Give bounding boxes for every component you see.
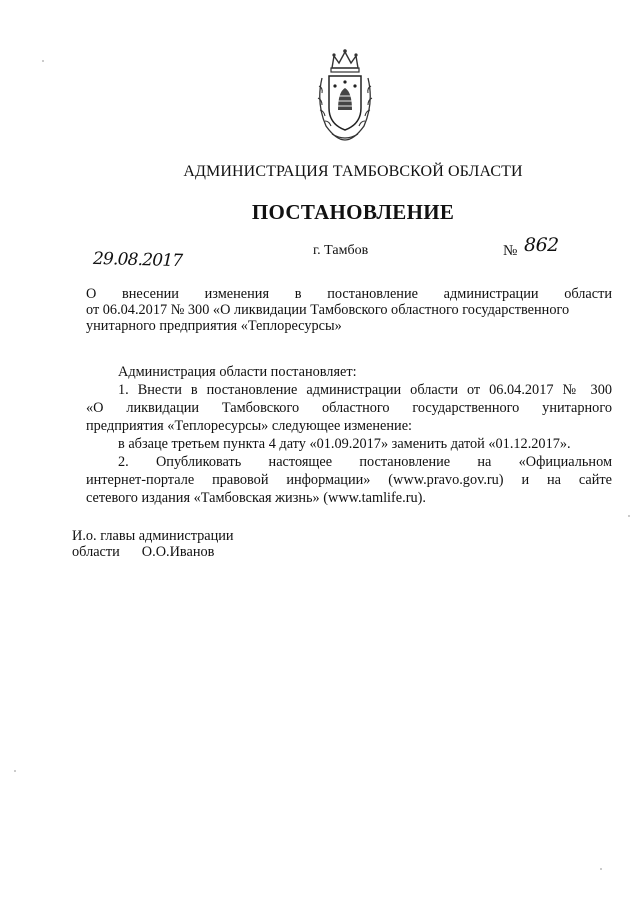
item1-line: 1. Внести в постановление администрации области от 06.04.2017 № 300	[118, 382, 612, 398]
document-number-label: №	[503, 243, 518, 259]
signatory-title-line2: области	[72, 544, 120, 560]
item1-line: предприятия «Теплоресурсы» следующее изменение:	[86, 418, 413, 434]
document-type-title: ПОСТАНОВЛЕНИЕ	[251, 200, 455, 224]
item2-line: интернет-портале правовой информации» (www.pravo.gov.ru) и на сайте	[86, 472, 612, 488]
organization-name: АДМИНИСТРАЦИЯ ТАМБОВСКОЙ ОБЛАСТИ	[183, 163, 523, 180]
scan-speck	[42, 60, 44, 62]
body-intro: Администрация области постановляет:	[118, 364, 357, 380]
item1-change: в абзаце третьем пункта 4 дату «01.09.2017» заменить датой «01.12.2017».	[118, 436, 571, 452]
signature-row	[72, 544, 234, 560]
item1-line: «О ликвидации Тамбовского областного государственного унитарного	[86, 400, 612, 416]
scan-speck	[14, 770, 16, 772]
handwritten-document-number: 862	[524, 234, 559, 256]
document-body	[86, 363, 612, 507]
scan-speck	[628, 515, 630, 517]
item2-line: сетевого издания «Тамбовская жизнь» (www.tamlife.ru).	[86, 490, 426, 506]
document-subject	[86, 286, 612, 334]
subject-line: от 06.04.2017 № 300 «О ликвидации Тамбовского областного государственного	[86, 302, 570, 318]
city-label: г. Тамбов	[313, 243, 369, 258]
subject-line: О внесении изменения в постановление администрации области	[86, 286, 612, 302]
subject-line: унитарного предприятия «Теплоресурсы»	[86, 318, 342, 334]
coat-of-arms-icon	[314, 48, 376, 142]
handwritten-date: 29.08.2017	[92, 248, 183, 272]
item2-line: 2. Опубликовать настоящее постановление на «Официальном	[118, 454, 612, 470]
signatory-title-line1: И.о. главы администрации	[72, 528, 234, 544]
signature-block	[72, 528, 234, 560]
scan-speck	[600, 868, 602, 870]
signatory-name: О.О.Иванов	[141, 544, 215, 560]
